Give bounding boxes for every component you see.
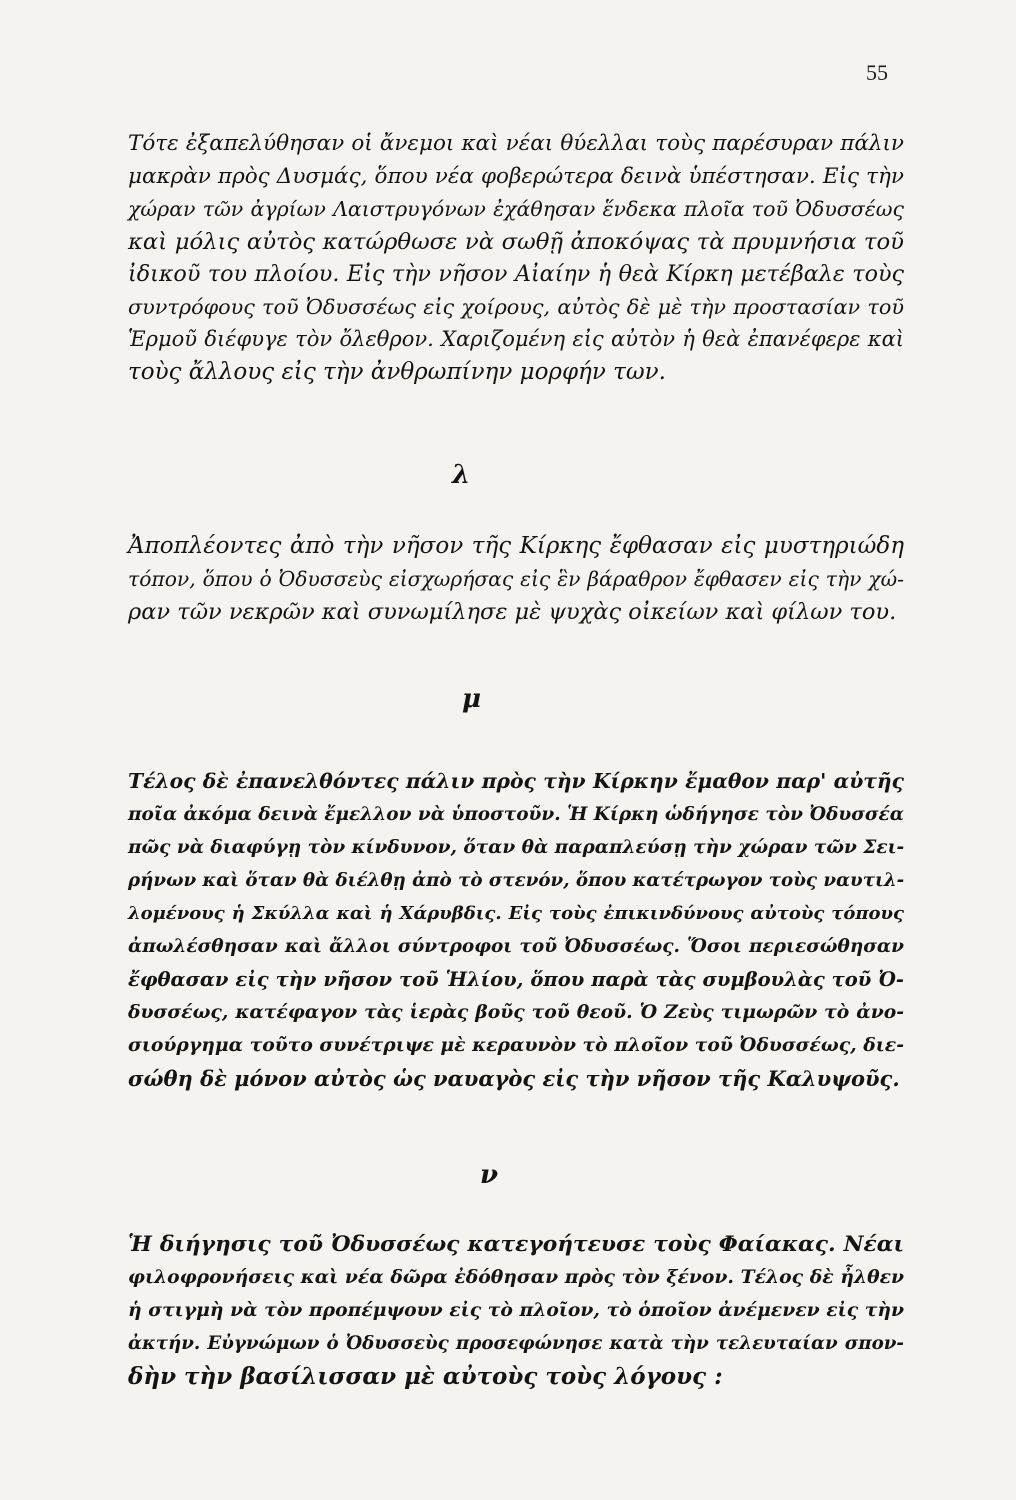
page-number: 55 bbox=[866, 60, 888, 85]
text-line: δὴν τὴν βασίλισσαν μὲ αὐτοὺς τοὺς λόγους : bbox=[128, 1363, 723, 1390]
text-line: Ἑρμοῦ διέφυγε τὸν ὄλεθρον. Χαριζομένη εἰς αὐτὸν ἡ θεὰ ἐπανέφερε καὶ bbox=[128, 327, 904, 351]
text-line: Ἀποπλέοντες ἀπὸ τὴν νῆσον τῆς Κίρκης ἔφθασαν εἰς μυστηριώδη bbox=[128, 533, 904, 559]
text-line: τόπον, ὅπου ὁ Ὀδυσσεὺς εἰσχωρήσας εἰς ἓν βάραθρον ἔφθασεν εἰς τὴν χώ- bbox=[128, 567, 904, 591]
text-line: Τέλος δὲ ἐπανελθόντες πάλιν πρὸς τὴν Κίρκην ἔμαθον παρ' αὐτῆς bbox=[128, 769, 904, 793]
text-line: φιλοφρονήσεις καὶ νέα δῶρα ἐδόθησαν πρὸς τὸν ξένον. Τέλος δὲ ἦλθεν bbox=[128, 1266, 904, 1288]
text-line: ἡ στιγμὴ νὰ τὸν προπέμψουν εἰς τὸ πλοῖον, τὸ ὁποῖον ἀνέμενεν εἰς τὴν bbox=[128, 1299, 904, 1321]
text-line: ραν τῶν νεκρῶν καὶ συνωμίλησε μὲ ψυχὰς οἰκείων καὶ φίλων του. bbox=[128, 599, 897, 625]
text-line: πῶς νὰ διαφύγῃ τὸν κίνδυνον, ὅταν θὰ παραπλεύσῃ τὴν χώραν τῶν Σει- bbox=[128, 837, 905, 858]
text-line: χώραν τῶν ἀγρίων Λαιστρυγόνων ἐχάθησαν ἕνδεκα πλοῖα τοῦ Ὀδυσσέως bbox=[128, 197, 904, 221]
paragraph-sirens-scylla bbox=[128, 765, 904, 1095]
paragraph-phaeacians bbox=[128, 1228, 904, 1393]
text-line: ἀκτήν. Εὐγνώμων ὁ Ὀδυσσεὺς προσεφώνησε κατὰ τὴν τελευταίαν σπον- bbox=[128, 1333, 904, 1354]
section-heading-lambda: λ bbox=[452, 460, 471, 490]
text-line: ποῖα ἀκόμα δεινὰ ἔμελλον νὰ ὑποστοῦν. Ἡ Κίρκη ὡδήγησε τὸν Ὀδυσσέα bbox=[128, 804, 904, 825]
section-heading-mu: μ bbox=[462, 684, 482, 714]
text-line: ρήνων καὶ ὅταν θὰ διέλθῃ ἀπὸ τὸ στενόν, ὅπου κατέτρωγον τοὺς ναυτιλ- bbox=[128, 870, 905, 891]
text-line: Ἡ διήγησις τοῦ Ὀδυσσέως κατεγοήτευσε τοὺς Φαίακας. Νέαι bbox=[128, 1232, 904, 1257]
text-line: σώθη δὲ μόνον αὐτὸς ὡς ναυαγὸς εἰς τὴν νῆσον τῆς Καλυψοῦς. bbox=[128, 1066, 900, 1091]
section-heading-nu: ν bbox=[480, 1160, 499, 1190]
text-line: δυσσέως, κατέφαγον τὰς ἱερὰς βοῦς τοῦ θεοῦ. Ὁ Ζεὺς τιμωρῶν τὸ ἀνο- bbox=[128, 1001, 904, 1023]
text-line: ἀπωλέσθησαν καὶ ἄλλοι σύντροφοι τοῦ Ὀδυσσέως. Ὅσοι περιεσώθησαν bbox=[128, 936, 904, 957]
text-line: Τότε ἐξαπελύθησαν οἱ ἄνεμοι καὶ νέαι θύελλαι τοὺς παρέσυραν πάλιν bbox=[128, 131, 904, 156]
paragraph-winds-and-circe bbox=[128, 128, 904, 388]
text-line: σιούργημα τοῦτο συνέτριψε μὲ κεραυνὸν τὸ πλοῖον τοῦ Ὀδυσσέως, διε- bbox=[128, 1034, 904, 1056]
text-line: καὶ μόλις αὐτὸς κατώρθωσε νὰ σωθῇ ἀποκόψας τὰ πρυμνήσια τοῦ bbox=[128, 228, 904, 255]
text-line: ἰδικοῦ του πλοίου. Εἰς τὴν νῆσον Αἰαίην ἡ θεὰ Κίρκη μετέβαλε τοὺς bbox=[128, 261, 904, 287]
text-line: λομένους ἡ Σκύλλα καὶ ἡ Χάρυβδις. Εἰς τοὺς ἐπικινδύνους αὐτοὺς τόπους bbox=[128, 903, 904, 924]
text-line: ἔφθασαν εἰς τὴν νῆσον τοῦ Ἡλίου, ὅπου παρὰ τὰς συμβουλὰς τοῦ Ὀ- bbox=[128, 968, 904, 991]
text-line: συντρόφους τοῦ Ὀδυσσέως εἰς χοίρους, αὐτὸς δὲ μὲ τὴν προστασίαν τοῦ bbox=[128, 294, 904, 319]
paragraph-underworld bbox=[128, 530, 904, 629]
text-line: μακρὰν πρὸς Δυσμάς, ὅπου νέα φοβερώτερα δεινὰ ὑπέστησαν. Εἰς τὴν bbox=[128, 163, 904, 189]
text-line: τοὺς ἄλλους εἰς τὴν ἀνθρωπίνην μορφήν των. bbox=[128, 358, 666, 385]
